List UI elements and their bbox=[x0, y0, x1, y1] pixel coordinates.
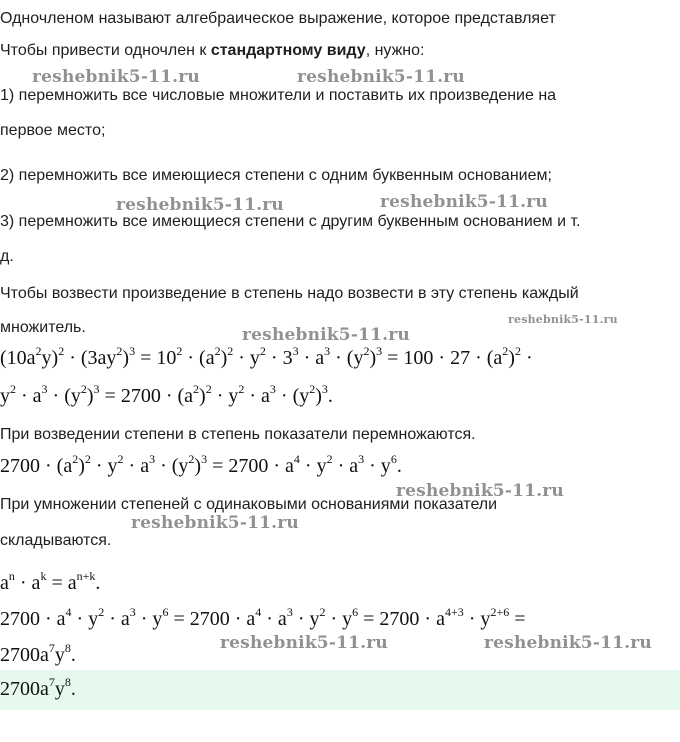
formula-4: $2700 \cdot a^4 \cdot y^2 \cdot a^3 \cdot y^6 = 2700 \cdot a^4 \cdot a^3 \cdot y^2 \cdot y^6 = 2700 \cdot a^{4+3} \cdot y^{2+6}$ = bbox=[0, 605, 526, 630]
text-line-power-rule-cont: множитель. bbox=[0, 319, 86, 336]
text-line-multiply-rule-cont: складываются. bbox=[0, 532, 112, 549]
watermark: reshebnik5-11.ru bbox=[380, 192, 548, 212]
text-line-multiply-rule: При умножении степеней с одинаковыми основаниями показатели bbox=[0, 496, 498, 513]
watermark: reshebnik5-11.ru bbox=[116, 195, 284, 215]
formula-4-cont: $2700a^7y^8$. bbox=[0, 641, 76, 666]
text-line-step1-cont: первое место; bbox=[0, 122, 106, 139]
formula-1: $(10a^2y)^2 \cdot (3ay^2)^3 = 10^2 \cdot (a^2)^2 \cdot y^2 \cdot 3^3 \cdot a^3 \cdot (y^2)^3 = 100 \cdot 27 \cdot (a^2)^2$ · bbox=[0, 344, 533, 369]
watermark: reshebnik5-11.ru bbox=[484, 633, 652, 653]
text-line-step3: 3) перемножить все имеющиеся степени с другим буквенным основанием и т. bbox=[0, 213, 581, 230]
watermark: reshebnik5-11.ru bbox=[131, 513, 299, 533]
text-line-power-rule: Чтобы возвести произведение в степень надо возвести в эту степень каждый bbox=[0, 285, 579, 302]
text-line-step2: 2) перемножить все имеющиеся степени с одним буквенным основанием; bbox=[0, 167, 552, 184]
watermark: reshebnik5-11.ru bbox=[242, 325, 410, 345]
text-line-definition: Одночленом называют алгебраическое выражение, которое представляет bbox=[0, 10, 556, 27]
watermark: reshebnik5-11.ru bbox=[32, 67, 200, 87]
formula-2: $2700 \cdot (a^2)^2 \cdot y^2 \cdot a^3 \cdot (y^2)^3 = 2700 \cdot a^4 \cdot y^2 \cdot a^3 \cdot y^6$. bbox=[0, 452, 402, 477]
formula-1-cont: $y^2 \cdot a^3 \cdot (y^2)^3 = 2700 \cdot (a^2)^2 \cdot y^2 \cdot a^3 \cdot (y^2)^3$. bbox=[0, 382, 333, 407]
answer-formula: $2700a^7y^8$. bbox=[0, 675, 76, 700]
formula-3: $a^n \cdot a^k = a^{n+k}$. bbox=[0, 569, 101, 594]
watermark: reshebnik5-11.ru bbox=[396, 481, 564, 501]
text-line-power-of-power: При возведении степени в степень показатели перемножаются. bbox=[0, 426, 476, 443]
text-line-step3-cont: д. bbox=[0, 248, 14, 265]
text-line-standard-form: Чтобы привести одночлен к стандартному виду, нужно: bbox=[0, 42, 425, 59]
text-line-step1: 1) перемножить все числовые множители и поставить их произведение на bbox=[0, 87, 557, 104]
watermark: reshebnik5-11.ru bbox=[508, 313, 618, 326]
answer-box bbox=[0, 670, 680, 710]
watermark: reshebnik5-11.ru bbox=[297, 67, 465, 87]
watermark: reshebnik5-11.ru bbox=[220, 633, 388, 653]
